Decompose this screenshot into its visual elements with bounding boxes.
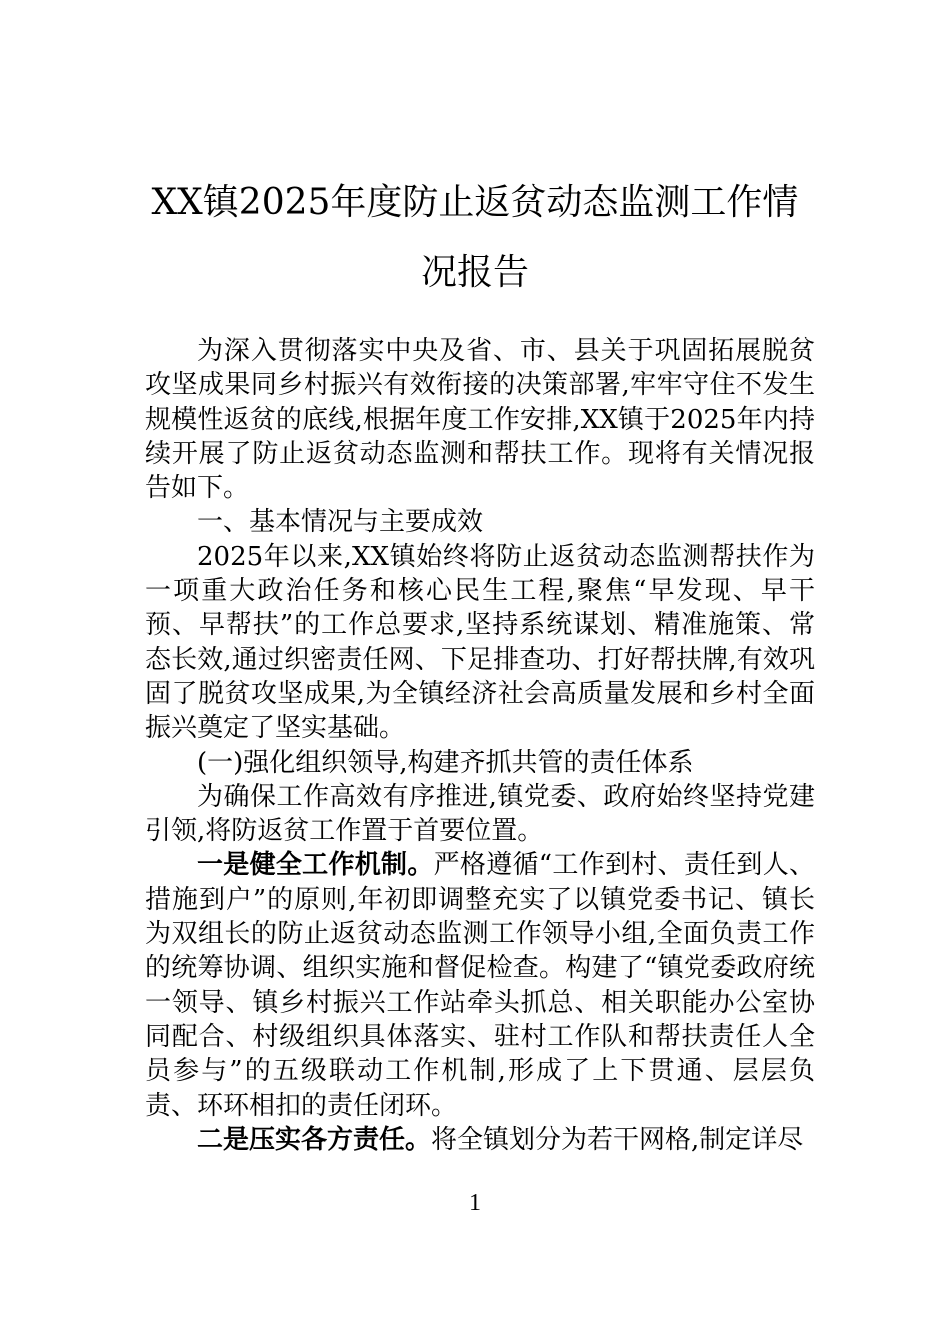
paragraph-text: 为深入贯彻落实中央及省、市、县关于巩固拓展脱贫攻坚成果同乡村振兴有效衔接的决策部署,牢牢守住不发生规模性返贫的底线,根据年度工作安排,XX镇于2025年内持续开展了防止返贫动态监测和帮扶工作。现将有关情况报告如下。 — [145, 336, 815, 504]
title-line-1: XX镇2025年度防止返贫动态监测工作情 — [151, 182, 799, 223]
paragraph-intro — [145, 334, 815, 505]
paragraph-text: 为确保工作高效有序推进,镇党委、政府始终坚持党建引领,将防返贫工作置于首要位置。 — [145, 781, 815, 847]
document-body — [145, 334, 815, 1157]
heading-text: 一、基本情况与主要成效 — [197, 507, 484, 538]
paragraph-text: 2025年以来,XX镇始终将防止返贫动态监测帮扶作为一项重大政治任务和核心民生工程,聚焦“早发现、早干预、早帮扶”的工作总要求,坚持系统谋划、精准施策、常态长效,通过织密责任网、下足排查功、打好帮扶牌,有效巩固了脱贫攻坚成果,为全镇经济社会高质量发展和乡村全面振兴奠定了坚实基础。 — [145, 541, 815, 744]
subsection-heading-1 — [145, 746, 815, 780]
page-title — [100, 168, 850, 308]
paragraph-leadership — [145, 780, 815, 849]
page-number: 1 — [469, 1190, 481, 1216]
paragraph-overview — [145, 540, 815, 746]
section-heading-1 — [145, 505, 815, 539]
paragraph-responsibility — [145, 1123, 815, 1157]
paragraph-text: 严格遵循“工作到村、责任到人、措施到户”的原则,年初即调整充实了以镇党委书记、镇长为双组长的防止返贫动态监测工作领导小组,全面负责工作的统筹协调、组织实施和督促检查。构建了“镇党委政府统一领导、镇乡村振兴工作站牵头抓总、相关职能办公室协同配合、村级组织具体落实、驻村工作队和帮扶责任人全员参与”的五级联动工作机制,形成了上下贯通、层层负责、环环相扣的责任闭环。 — [145, 850, 815, 1121]
paragraph-lead: 二是压实各方责任。 — [197, 1124, 432, 1155]
paragraph-text: 将全镇划分为若干网格,制定详尽 — [431, 1124, 804, 1155]
title-line-2: 况报告 — [420, 252, 529, 293]
paragraph-mechanism — [145, 848, 815, 1122]
heading-text: (一)强化组织领导,构建齐抓共管的责任体系 — [197, 747, 694, 778]
paragraph-lead: 一是健全工作机制。 — [197, 850, 434, 881]
